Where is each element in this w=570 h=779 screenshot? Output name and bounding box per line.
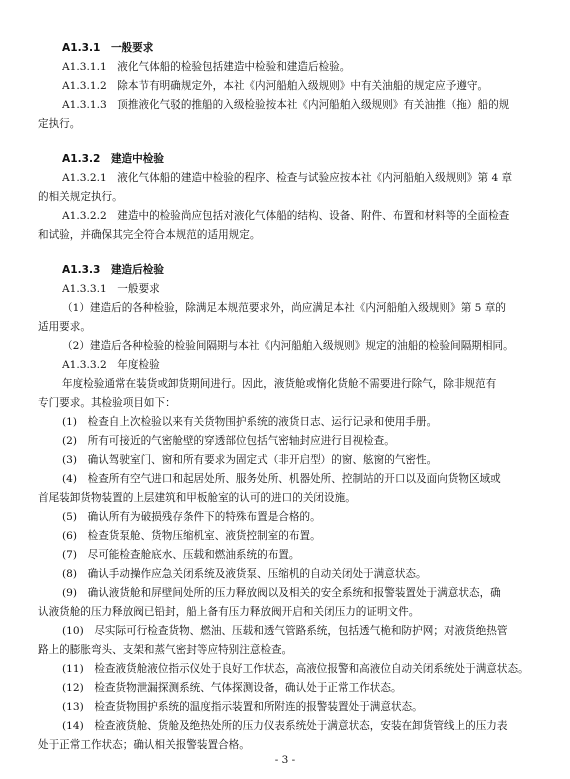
list-item: (4) 检查所有空气进口和起居处所、服务处所、机器处所、控制站的开口以及面向货物区域或 xyxy=(62,473,501,485)
paragraph-a1331-1: （1）建造后的各种检验，除满足本规范要求外，尚应满足本社《内河船舶入级规则》第 5 章的 xyxy=(62,302,506,314)
section-heading-a133: A1.3.3 建造后检验 xyxy=(62,264,164,276)
list-item: (1) 检查自上次检验以来有关货物围护系统的液货日志、运行记录和使用手册。 xyxy=(62,416,438,428)
list-item: (8) 确认手动操作应急关闭系统及液货泵、压缩机的自动关闭处于满意状态。 xyxy=(62,568,427,580)
list-item: (11) 检查液货舱液位指示仪处于良好工作状态，高液位报警和高液位自动关闭系统处于满意状态。 xyxy=(62,663,529,675)
list-item-cont: 处于正常工作状态；确认相关报警装置合格。 xyxy=(38,739,250,751)
paragraph-a1321-cont: 的相关规定执行。 xyxy=(38,191,123,203)
page-number: - 3 - xyxy=(274,754,296,766)
list-item: (3) 确认驾驶室门、窗和所有要求为固定式（非开启型）的窗、舷窗的气密性。 xyxy=(62,454,438,466)
list-item: (14) 检查液货舱、货舱及绝热处所的压力仪表系统处于满意状态，安装在卸货管线上的压力表 xyxy=(62,720,508,732)
section-heading-a132: A1.3.2 建造中检验 xyxy=(62,153,164,165)
list-item: (12) 检查货物泄漏探测系统、气体探测设备，确认处于正常工作状态。 xyxy=(62,682,402,694)
paragraph-a1322-cont: 和试验，并确保其完全符合本规范的适用规定。 xyxy=(38,229,261,241)
paragraph-a1331-1-cont: 适用要求。 xyxy=(38,321,91,333)
list-item: (2) 所有可接近的气密舱壁的穿透部位包括气密轴封应进行目视检查。 xyxy=(62,435,395,447)
list-item: (7) 尽可能检查舱底水、压载和燃油系统的布置。 xyxy=(62,549,300,561)
list-item-cont: 认液货舱的压力释放阀已铅封，船上备有压力释放阀开启和关闭压力的证明文件。 xyxy=(38,606,420,618)
subheading-a1331: A1.3.3.1 一般要求 xyxy=(62,283,160,295)
list-item: (13) 检查货物围护系统的温度指示装置和所附连的报警装置处于满意状态。 xyxy=(62,701,423,713)
paragraph-a1322: A1.3.2.2 建造中的检验尚应包括对液化气体船的结构、设备、附件、布置和材料等的全面检查 xyxy=(62,210,510,222)
list-item: (10) 尽实际可行检查货物、燃油、压载和透气管路系统，包括透气桅和防护网；对液货绝热管 xyxy=(62,625,508,637)
paragraph-a1313: A1.3.1.3 顶推液化气驳的推船的入级检验按本社《内河船舶入级规则》有关油推（拖）船的规 xyxy=(62,99,510,111)
list-item: (5) 确认所有为破损残存条件下的特殊布置是合格的。 xyxy=(62,511,321,523)
paragraph-a1332-intro-cont: 专门要求。其检验项目如下： xyxy=(38,397,176,409)
paragraph-a1321: A1.3.2.1 液化气体船的建造中检验的程序、检查与试验应按本社《内河船舶入级规则》第 4 章 xyxy=(62,172,513,184)
paragraph-a1331-2: （2）建造后各种检验的检验间隔期与本社《内河船舶入级规则》规定的油船的检验间隔期相同。 xyxy=(62,340,514,352)
list-item: (9) 确认液货舱和屏壁间处所的压力释放阀以及相关的安全系统和报警装置处于满意状态，确 xyxy=(62,587,501,599)
list-item-cont: 首尾装卸货物装置的上层建筑和甲板舱室的认可的进口的关闭设施。 xyxy=(38,492,356,504)
paragraph-a1313-cont: 定执行。 xyxy=(38,118,81,130)
list-item-cont: 路上的膨胀弯头、支架和蒸气密封等应特别注意检查。 xyxy=(38,644,293,656)
paragraph-a1312: A1.3.1.2 除本节有明确规定外，本社《内河船舶入级规则》中有关油船的规定应予遵守。 xyxy=(62,80,489,92)
subheading-a1332: A1.3.3.2 年度检验 xyxy=(62,359,160,371)
section-heading-a131: A1.3.1 一般要求 xyxy=(62,42,154,54)
list-item: (6) 检查货泵舱、货物压缩机室、液货控制室的布置。 xyxy=(62,530,321,542)
paragraph-a1311: A1.3.1.1 液化气体船的检验包括建造中检验和建造后检验。 xyxy=(62,61,351,73)
paragraph-a1332-intro: 年度检验通常在装货或卸货期间进行。因此，液货舱或惰化货舱不需要进行除气，除非规范有 xyxy=(62,378,497,390)
